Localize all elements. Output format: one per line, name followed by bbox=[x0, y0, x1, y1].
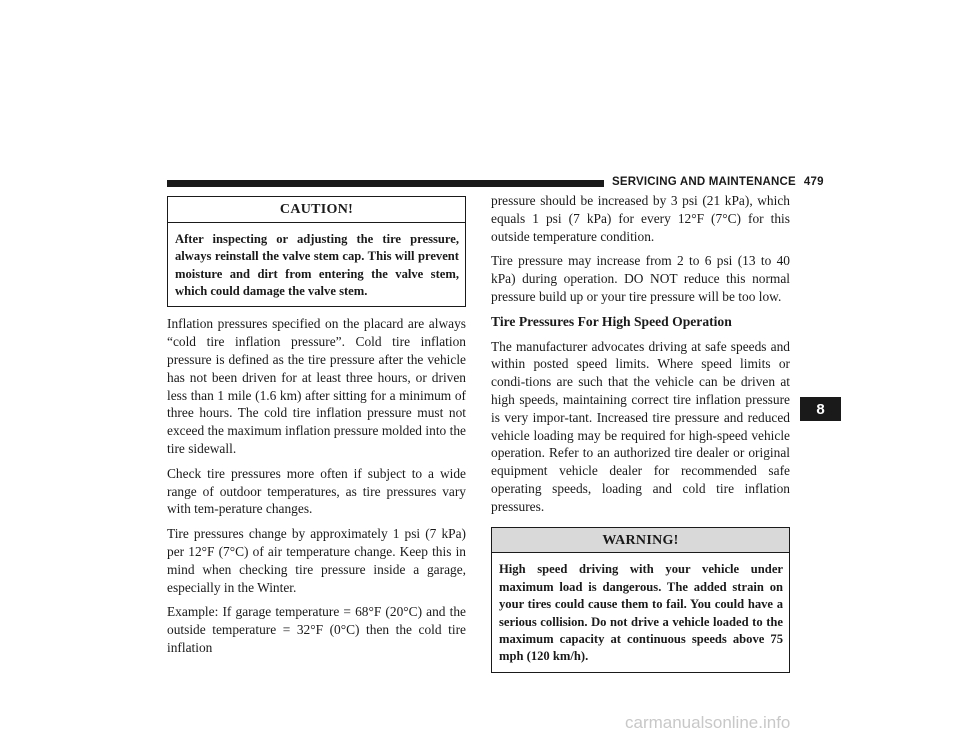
caution-text: After inspecting or adjusting the tire pressure, always reinstall the valve stem cap. This will prevent moisture and dirt from entering the valve stem, which could damage the valve stem. bbox=[175, 231, 459, 299]
left-column bbox=[167, 196, 466, 664]
page-number: 479 bbox=[803, 176, 824, 188]
header-rule bbox=[167, 180, 604, 187]
watermark: carmanualsonline.info bbox=[625, 713, 791, 732]
paragraph: The manufacturer advocates driving at safe speeds and within posted speed limits. Where speed limits or condi-tions are such that the vehicle can be driven at high speeds, maintaining correct tire inflation pressure is very impor-tant. Increased tire pressure and reduced vehicle loading may be required for high-speed vehicle operation. Refer to an authorized tire dealer or original equipment vehicle dealer for recommended safe operating speeds, loading and cold tire inflation pressures. bbox=[491, 338, 790, 514]
warning-title: WARNING! bbox=[492, 528, 789, 554]
chapter-tab: 8 bbox=[800, 397, 841, 421]
caution-box bbox=[167, 196, 466, 307]
subheading: Tire Pressures For High Speed Operation bbox=[491, 313, 732, 329]
caution-title: CAUTION! bbox=[168, 197, 465, 223]
warning-text: High speed driving with your vehicle under maximum load is dangerous. The added strain on your tires could cause them to fail. You could have a serious collision. Do not drive a vehicle loaded to the maximum capacity at continuous speeds above 75 mph (120 km/h). bbox=[499, 562, 783, 664]
paragraph: Check tire pressures more often if subject to a wide range of outdoor temperatures, as tire pressures vary with tem-perature changes. bbox=[167, 465, 466, 517]
right-column bbox=[491, 192, 790, 681]
paragraph: Tire pressure may increase from 2 to 6 psi (13 to 40 kPa) during operation. DO NOT reduce this normal pressure build up or your tire pressure will be too low. bbox=[491, 253, 790, 304]
paragraph: Inflation pressures specified on the placard are always “cold tire inflation pressure”. Cold tire inflation pressure is defined as the tire pressure after the vehicle has not been driven for at least three hours, or driven less than 1 mile (1.6 km) after sitting for a minimum of three hours. The cold tire inflation pressure must not exceed the maximum inflation pressure molded into the tire sidewall. bbox=[167, 316, 466, 456]
section-title: SERVICING AND MAINTENANCE bbox=[612, 176, 796, 188]
paragraph: Tire pressures change by approximately 1 psi (7 kPa) per 12°F (7°C) of air temperature change. Keep this in mind when checking tire pressure inside a garage, especially in the Winter. bbox=[167, 526, 466, 595]
running-header bbox=[612, 176, 824, 188]
paragraph: pressure should be increased by 3 psi (21 kPa), which equals 1 psi (7 kPa) for every 12°F (7°C) for this outside temperature condition. bbox=[491, 193, 790, 244]
paragraph: Example: If garage temperature = 68°F (20°C) and the outside temperature = 32°F (0°C) then the cold tire inflation bbox=[167, 604, 466, 655]
warning-box bbox=[491, 527, 790, 673]
